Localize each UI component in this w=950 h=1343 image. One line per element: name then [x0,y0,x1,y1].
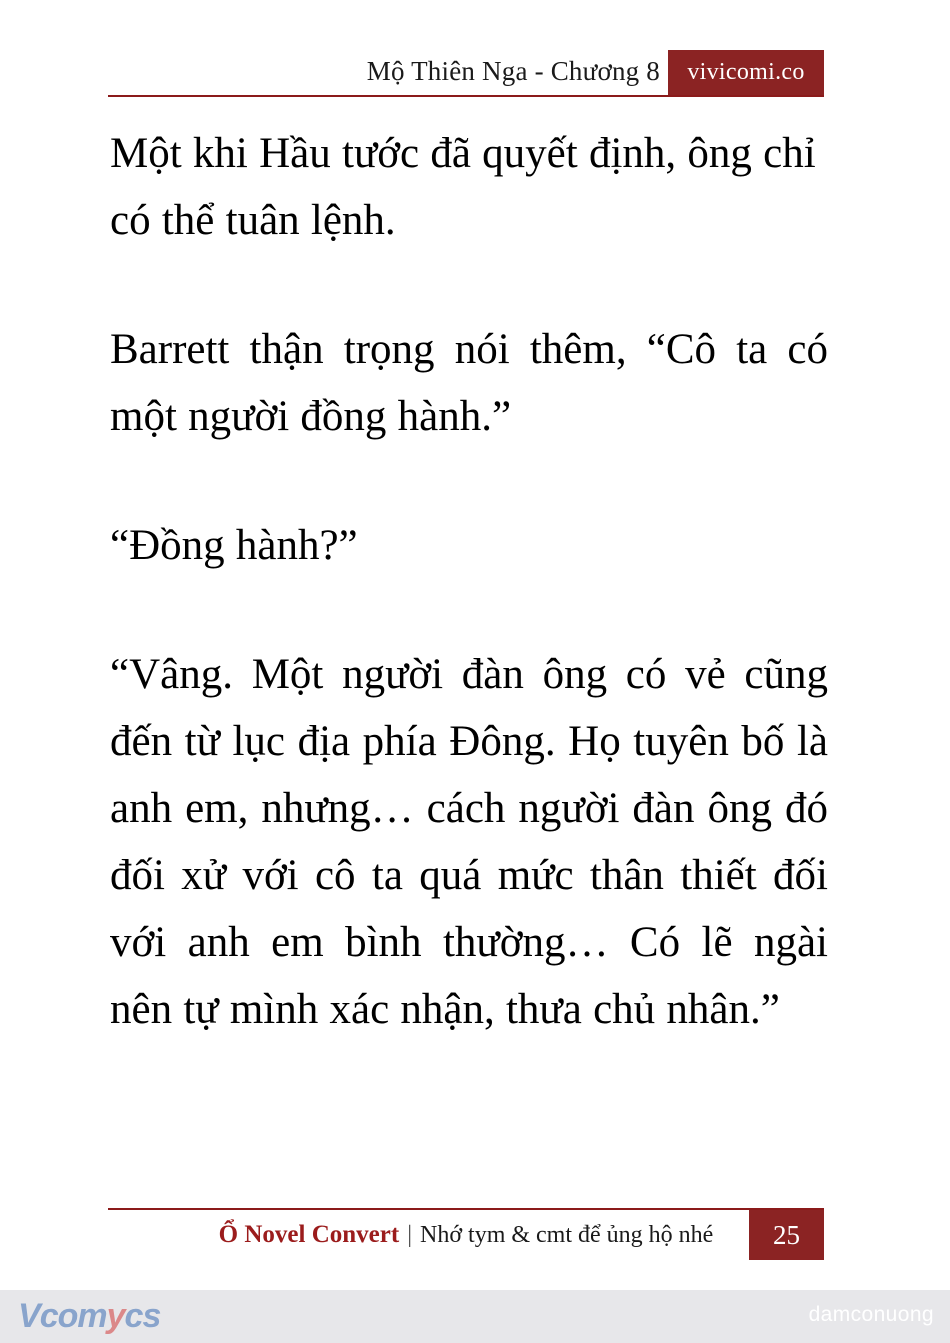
header-divider [108,95,824,97]
footer-separator: | [407,1221,412,1248]
vcomics-logo [18,1294,160,1338]
page-header [108,50,824,96]
logo-letter-y: y [106,1296,125,1335]
page-number: 25 [749,1210,824,1260]
footer-brand: Ổ Novel Convert [218,1221,400,1248]
footer-note: Nhớ tym & cmt để ủng hộ nhé [420,1221,714,1248]
chapter-title: Mộ Thiên Nga - Chương 8 [366,56,660,86]
footer-credit [108,1210,824,1260]
watermark-text: damconuong [808,1303,934,1326]
paragraph: “Vâng. Một người đàn ông có vẻ cũng đến từ lục địa phía Đông. Họ tuyên bố là anh em, nhưng… cách người đàn ông đó đối xử với cô ta quá mức thân thiết đối với anh em bình thường… Có lẽ ngài nên tự mình xác nhận, thưa chủ nhân.” [110,651,828,1033]
logo-letter-cs: cs [124,1296,161,1335]
logo-letter-com: com [39,1296,107,1335]
site-badge: vivicomi.co [668,50,824,95]
paragraph: Barrett thận trọng nói thêm, “Cô ta có một người đồng hành.” [110,326,828,440]
page-footer [108,1208,824,1260]
paragraph: Một khi Hầu tước đã quyết định, ông chỉ có thể tuân lệnh. [110,130,816,244]
page-content [110,120,828,1043]
logo-letter-v: V [18,1296,40,1335]
logo-text [18,1297,160,1336]
paragraph: “Đồng hành?” [110,522,358,569]
